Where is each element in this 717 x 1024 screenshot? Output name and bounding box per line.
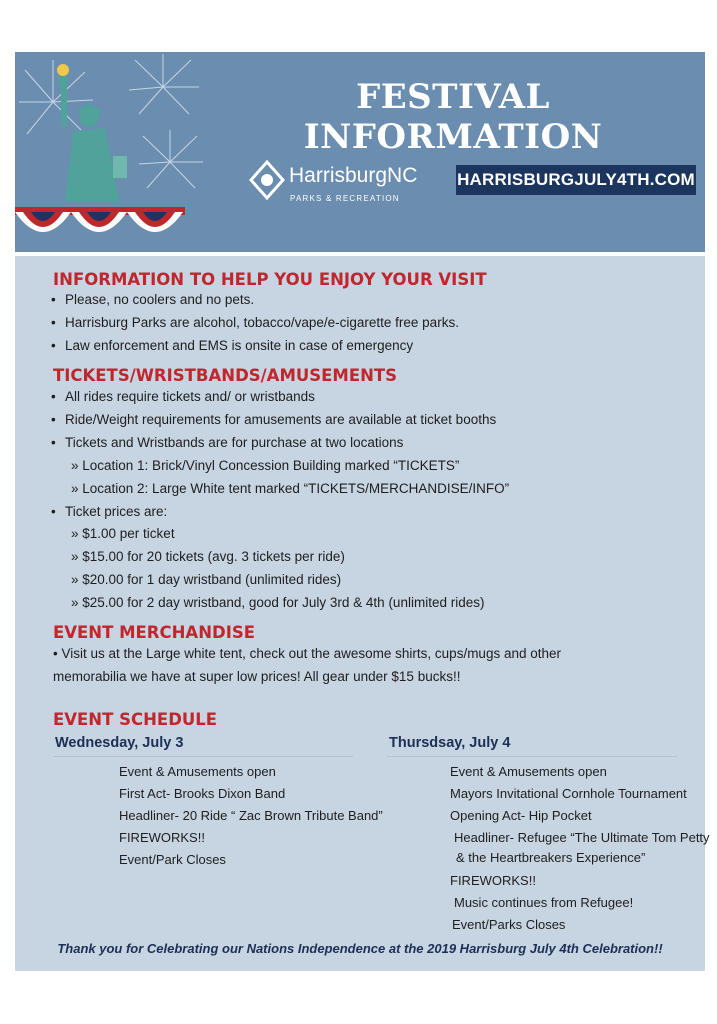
divider — [387, 756, 677, 757]
tickets-item: • Tickets and Wristbands are for purchase at two locations — [65, 435, 403, 450]
merch-heading: EVENT MERCHANDISE — [53, 623, 256, 642]
page-title: FESTIVAL INFORMATION — [303, 77, 603, 157]
fleur-logo-icon — [247, 160, 287, 200]
event-desc: Opening Act- Hip Pocket — [450, 808, 592, 823]
day-heading-thursday: Thursdsay, July 4 — [389, 735, 511, 751]
firework-icon — [139, 130, 203, 188]
event-desc: Event & Amusements open — [119, 764, 276, 779]
info-heading: INFORMATION TO HELP YOU ENJOY YOUR VISIT — [53, 270, 487, 289]
event-desc: Music continues from Refugee! — [454, 895, 634, 910]
divider — [53, 756, 353, 757]
event-desc: First Act- Brooks Dixon Band — [119, 786, 286, 801]
statue-of-liberty-icon — [57, 64, 127, 202]
statue-of-liberty-fireworks-illustration — [15, 52, 215, 252]
merch-text: memorabilia we have at super low prices! All gear under $15 bucks!! — [53, 669, 461, 684]
info-item: • Harrisburg Parks are alcohol, tobacco/vape/e-cigarette free parks. — [65, 315, 459, 330]
event-desc: Event/Park Closes — [119, 852, 226, 867]
tickets-item: • Ticket prices are: — [65, 504, 167, 519]
harrisburg-logo — [247, 158, 447, 208]
tickets-subitem: » $20.00 for 1 day wristband (unlimited rides) — [71, 572, 342, 587]
event-desc: Headliner- 20 Ride “ Zac Brown Tribute Band” — [119, 808, 383, 823]
tickets-item: • Ride/Weight requirements for amusements are available at ticket booths — [65, 412, 496, 427]
logo-subtitle: PARKS & RECREATION — [290, 194, 400, 203]
event-desc: Mayors Invitational Cornhole Tournament — [450, 786, 687, 801]
merch-text: • Visit us at the Large white tent, check out the awesome shirts, cups/mugs and other — [53, 646, 561, 661]
tickets-subitem: » $1.00 per ticket — [71, 526, 175, 541]
event-desc: Headliner- Refugee “The Ultimate Tom Petty — [454, 830, 710, 845]
schedule-heading: EVENT SCHEDULE — [53, 710, 218, 729]
website-url[interactable]: HARRISBURGJULY4TH.COM — [456, 165, 696, 195]
header-banner — [15, 52, 705, 252]
footer-message: Thank you for Celebrating our Nations Independence at the 2019 Harrisburg July 4th Celebration!! — [57, 941, 663, 956]
tickets-subitem: » $25.00 for 2 day wristband, good for July 3rd & 4th (unlimited rides) — [71, 595, 485, 610]
logo-name: HarrisburgNC — [289, 164, 418, 187]
day-heading-wednesday: Wednesday, July 3 — [55, 735, 184, 751]
tickets-item: • All rides require tickets and/ or wristbands — [65, 389, 315, 404]
tickets-subitem: » Location 1: Brick/Vinyl Concession Building marked “TICKETS” — [71, 458, 460, 473]
tickets-heading: TICKETS/WRISTBANDS/AMUSEMENTS — [53, 366, 398, 385]
content-panel — [15, 256, 710, 971]
tickets-subitem: » $15.00 for 20 tickets (avg. 3 tickets per ride) — [71, 549, 345, 564]
info-item: • Law enforcement and EMS is onsite in case of emergency — [65, 338, 413, 353]
event-desc: & the Heartbreakers Experience” — [456, 850, 646, 865]
bunting-decoration — [15, 207, 185, 232]
event-desc: Event & Amusements open — [450, 764, 607, 779]
tickets-subitem: » Location 2: Large White tent marked “TICKETS/MERCHANDISE/INFO” — [71, 481, 510, 496]
event-desc: Event/Parks Closes — [452, 917, 566, 932]
event-desc: FIREWORKS!! — [119, 830, 205, 845]
event-desc: FIREWORKS!! — [450, 873, 536, 888]
info-item: • Please, no coolers and no pets. — [65, 292, 254, 307]
firework-icon — [129, 54, 199, 114]
